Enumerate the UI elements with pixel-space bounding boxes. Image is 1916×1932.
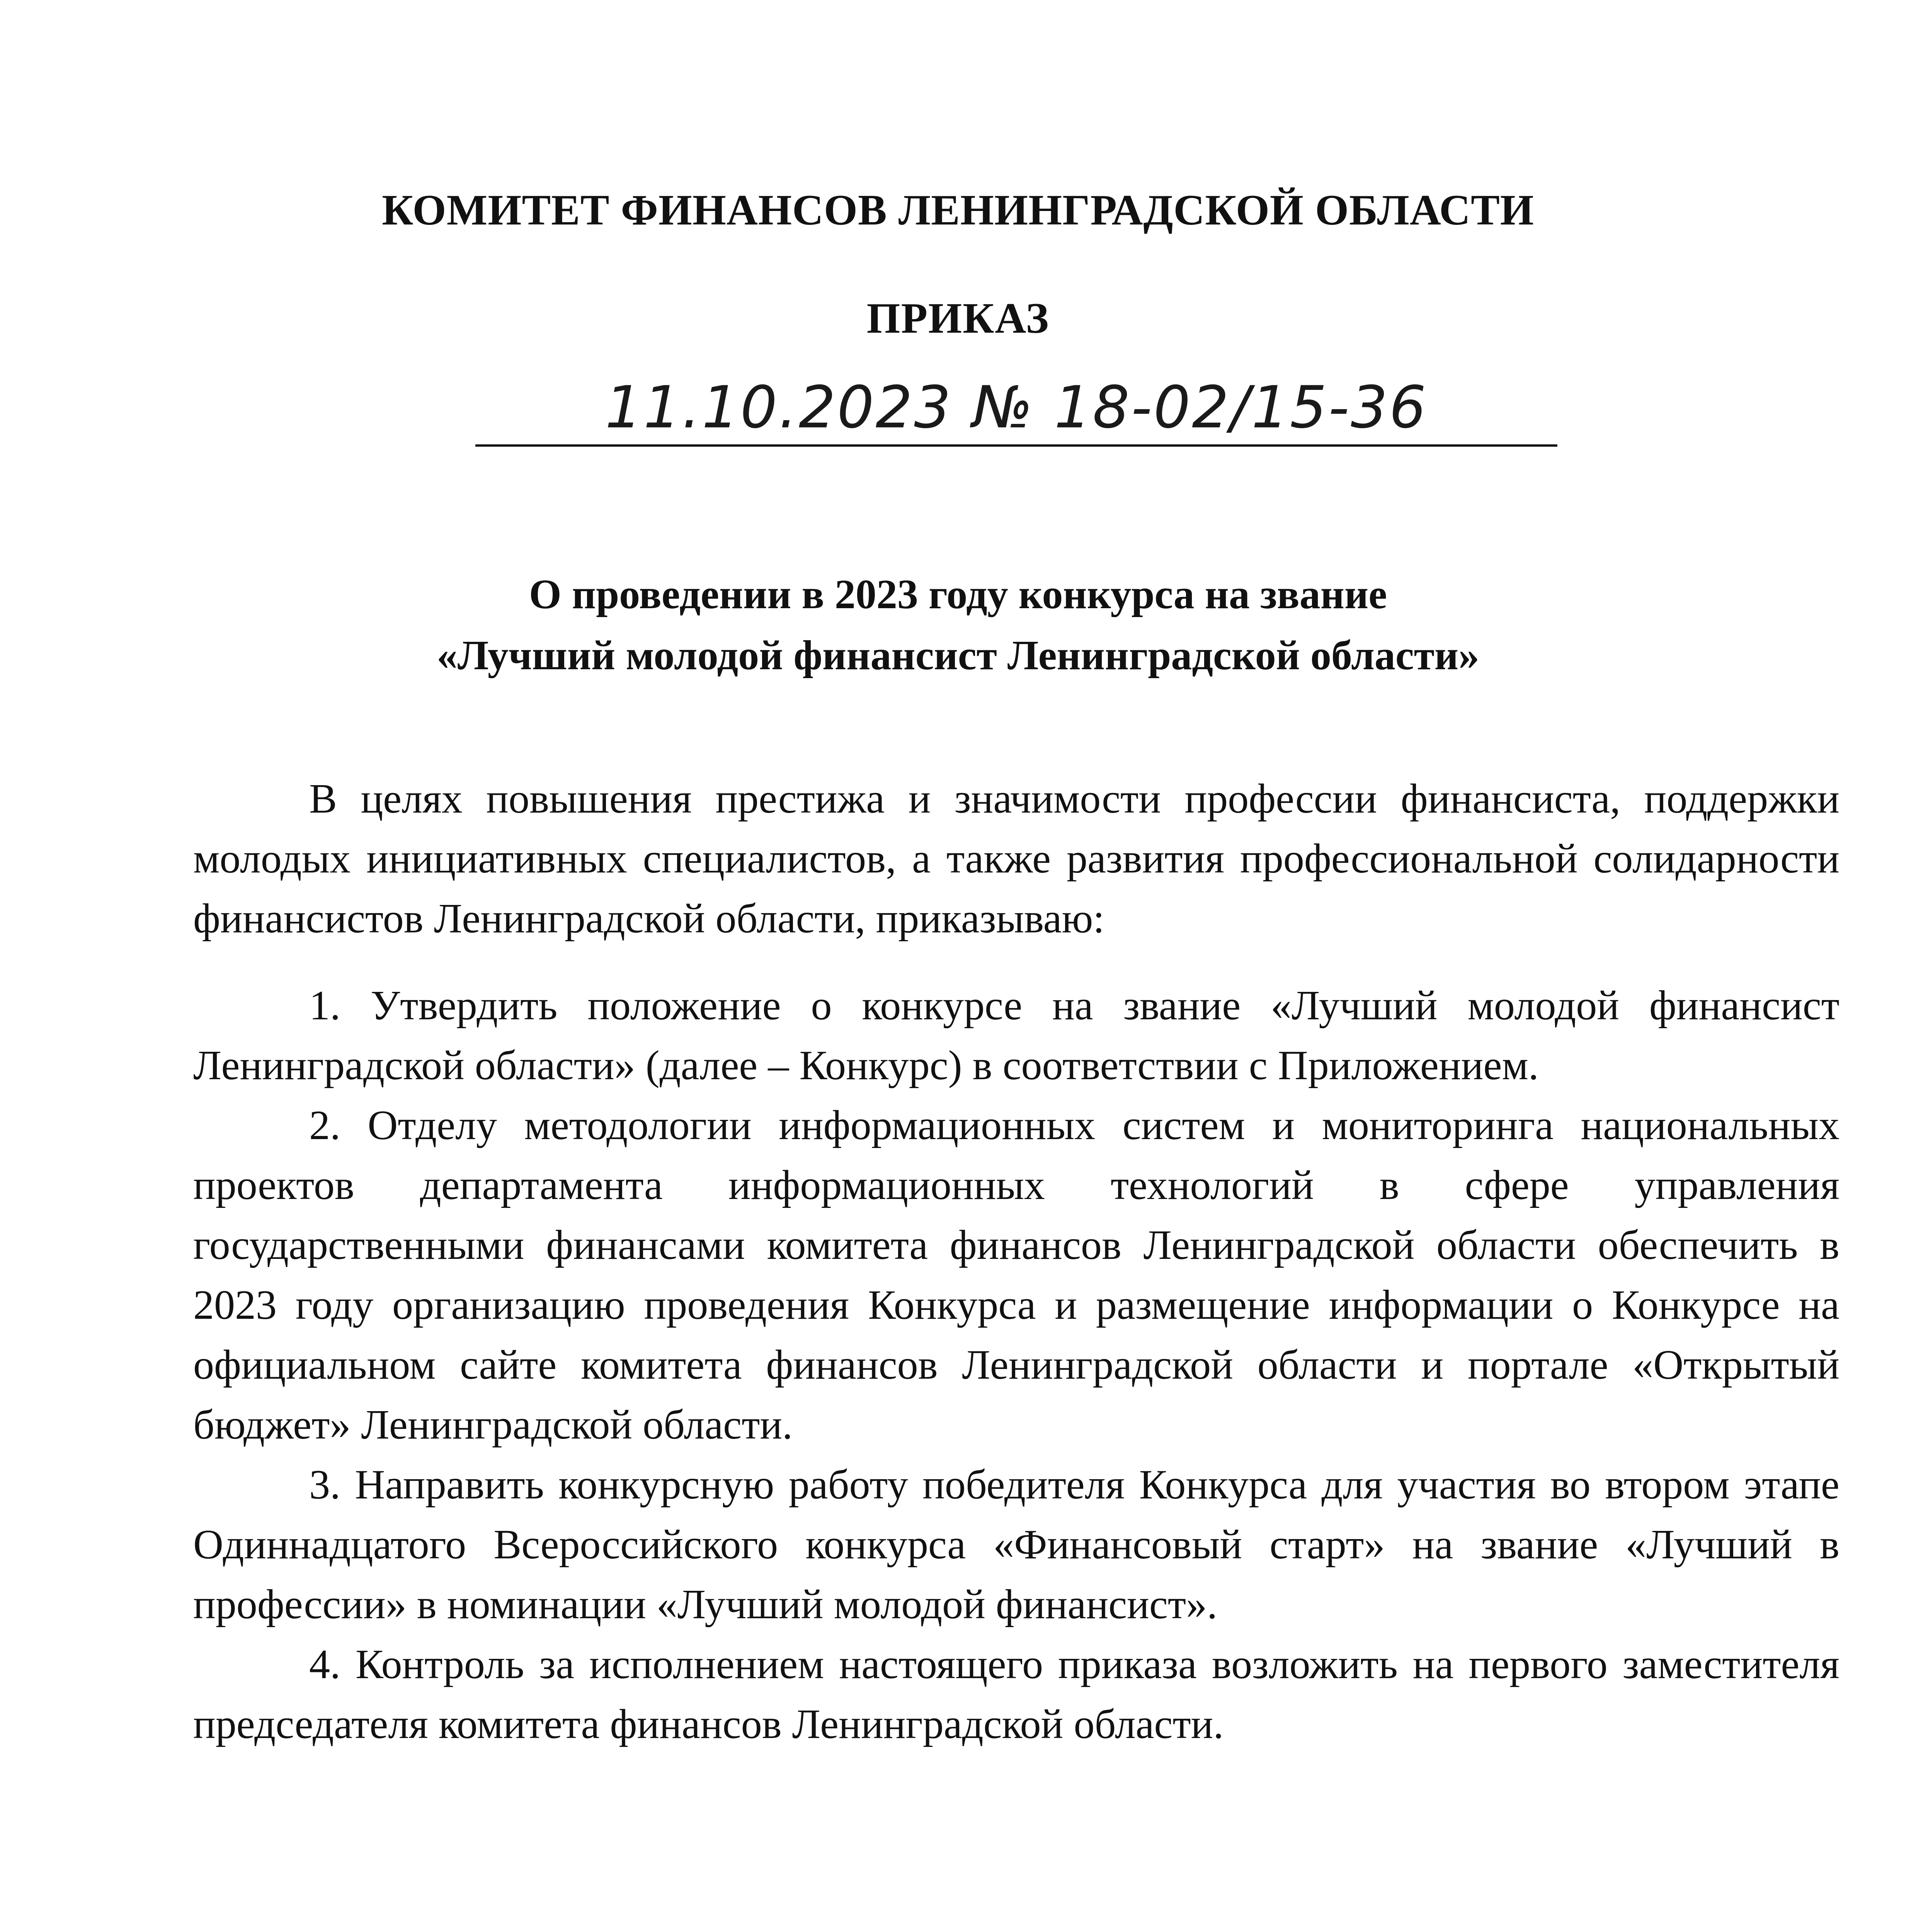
document-type-title: ПРИКАЗ	[866, 294, 1050, 342]
order-subject	[0, 564, 1916, 686]
order-body	[193, 769, 1839, 1754]
order-number-line	[475, 374, 1557, 447]
order-item-4: 4. Контроль за исполнением настоящего приказа возложить на первого заместителя председателя комитета финансов Ленинградской области.	[193, 1641, 1839, 1747]
order-item-2: 2. Отделу методологии информационных систем и мониторинга национальных проектов департамента информационных технологий в сфере управления государственными финансами комитета финансов Ленинградской области обеспечить в 2023 году организацию проведения Конкурса и размещение информации о Конкурсе на официальном сайте комитета финансов Ленинградской области и портале «Открытый бюджет» Ленинградской области.	[193, 1102, 1839, 1448]
order-item-3: 3. Направить конкурсную работу победителя Конкурса для участия во втором этапе Одиннадцатого Всероссийского конкурса «Финансовый старт» на звание «Лучший в профессии» в номинации «Лучший молодой финансист».	[193, 1462, 1839, 1628]
order-subject-line-1: О проведении в 2023 году конкурса на звание	[529, 571, 1387, 617]
order-number-handwritten: 11.10.2023 № 18-02/15-36	[605, 374, 1428, 441]
order-preamble: В целях повышения престижа и значимости профессии финансиста, поддержки молодых инициативных специалистов, а также развития профессиональной солидарности финансистов Ленинградской области, приказываю:	[193, 776, 1839, 942]
organization-title: КОМИТЕТ ФИНАНСОВ ЛЕНИНГРАДСКОЙ ОБЛАСТИ	[382, 186, 1534, 234]
order-subject-line-2: «Лучший молодой финансист Ленинградской области»	[436, 633, 1480, 679]
order-item-1: 1. Утвердить положение о конкурсе на звание «Лучший молодой финансист Ленинградской области» (далее – Конкурс) в соответствии с Приложением.	[193, 983, 1839, 1088]
